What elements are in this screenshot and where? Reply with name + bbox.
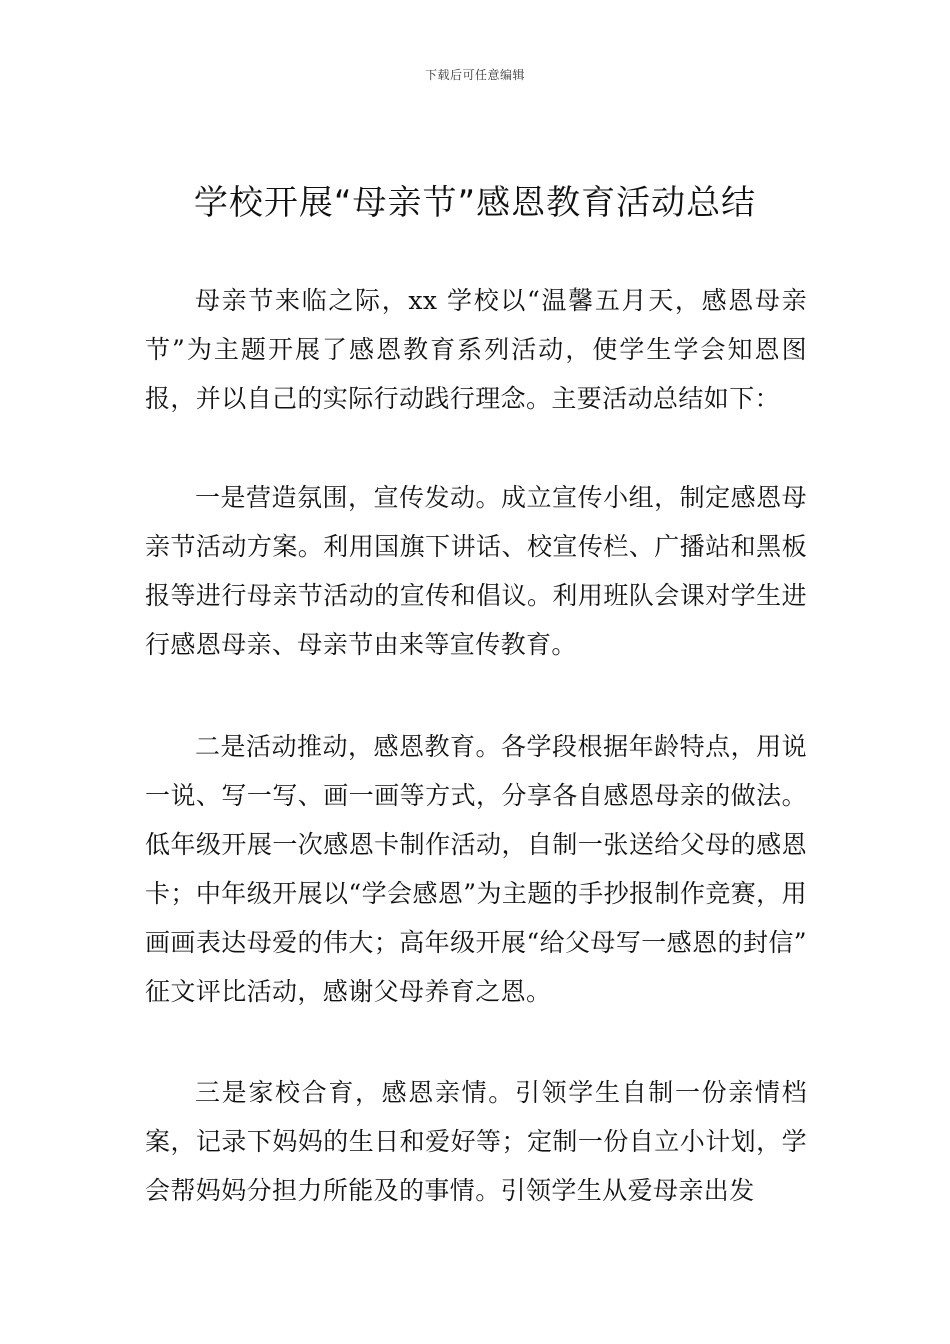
paragraph-home-school: 三是家校合育，感恩亲情。引领学生自制一份亲情档案，记录下妈妈的生日和爱好等；定制一份自立小计划，学会帮妈妈分担力所能及的事情。引领学生从爱母亲出发 [145, 1078, 807, 1205]
header-note: 下载后可任意编辑 [424, 68, 525, 82]
document-title: 学校开展“母亲节”感恩教育活动总结 [193, 183, 757, 223]
paragraph-publicity: 一是营造氛围，宣传发动。成立宣传小组，制定感恩母亲节活动方案。利用国旗下讲话、校宣传栏、广播站和黑板报等进行母亲节活动的宣传和倡议。利用班队会课对学生进行感恩母亲、母亲节由来等宣传教育。 [145, 483, 807, 659]
paragraph-activities: 二是活动推动，感恩教育。各学段根据年龄特点，用说一说、写一写、画一画等方式，分享各自感恩母亲的做法。低年级开展一次感恩卡制作活动，自制一张送给父母的感恩卡；中年级开展以“学会感恩”为主题的手抄报制作竞赛，用画画表达母爱的伟大；高年级开展“给父母写一感恩的封信” 征文评比活动，感谢父母养育之恩。 [145, 732, 807, 1006]
paragraph-intro: 母亲节来临之际，xx 学校以“温馨五月天，感恩母亲节”为主题开展了感恩教育系列活动，使学生学会知恩图报，并以自己的实际行动践行理念。主要活动总结如下： [145, 286, 807, 413]
